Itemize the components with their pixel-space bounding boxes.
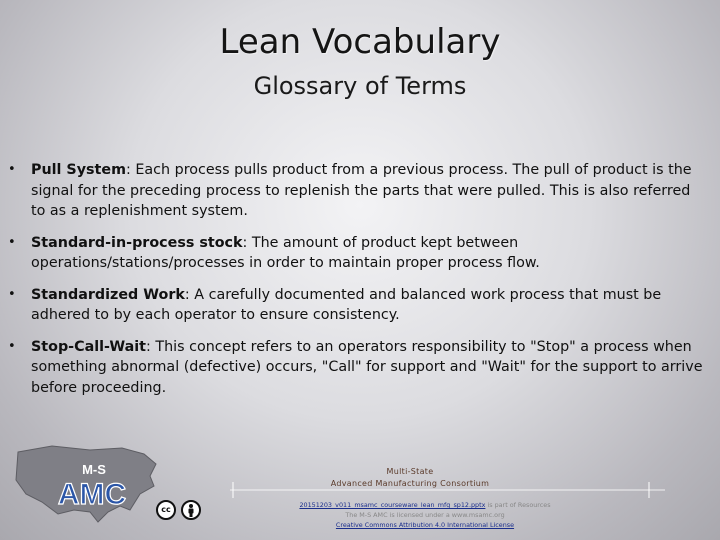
slide-title: Lean Vocabulary: [219, 22, 501, 62]
slide-subtitle: Glossary of Terms: [253, 72, 467, 100]
glossary-item-standardized-work: [8, 285, 703, 326]
msamc-logo: [12, 440, 162, 525]
attribution-icon: [181, 500, 201, 520]
glossary-list: [8, 160, 703, 409]
bullet-icon: •: [8, 234, 16, 250]
term-name: Standardized Work: [31, 286, 185, 303]
glossary-item-pull-system: [8, 160, 703, 222]
glossary-item-standard-in-process-stock: [8, 233, 703, 274]
term-definition: : Each process pulls product from a previous process. The pull of product is the signal for the preceding process to replenish the parts that were pulled. This is also referred to as a replenishment system.: [31, 162, 692, 219]
term-definition: : The amount of product kept between operations/stations/processes in order to maintain proper process flow.: [31, 234, 540, 271]
term-name: Pull System: [31, 162, 126, 178]
consortium-name: [300, 466, 520, 490]
term-name: Standard-in-process stock: [31, 234, 243, 251]
file-suffix-text: is part of Resources: [487, 501, 551, 509]
consortium-line-2: Advanced Manufacturing Consortium: [330, 479, 490, 488]
term-definition: : A carefully documented and balanced work process that must be adhered to by each operator to ensure consistency.: [31, 286, 662, 323]
svg-text:M-S: M-S: [82, 462, 106, 477]
license-notice: [230, 500, 620, 530]
term-definition: : This concept refers to an operators responsibility to "Stop" a process when something abnormal (defective) occurs, "Call" for support and "Wait" for the support to arrive before proceeding.: [31, 338, 703, 396]
person-icon: [183, 502, 199, 518]
glossary-item-stop-call-wait: [8, 337, 703, 399]
cc-license-link[interactable]: Creative Commons Attribution 4.0 International License: [335, 521, 515, 529]
svg-text:AMC: AMC: [57, 478, 127, 511]
bullet-icon: •: [8, 286, 16, 302]
consortium-line-1: Multi-State: [386, 467, 434, 476]
license-line: The M-S AMC is licensed under a www.msamc.org: [345, 511, 505, 519]
bullet-icon: •: [8, 338, 16, 354]
creative-commons-icon: cc: [156, 500, 176, 520]
bullet-icon: •: [8, 162, 16, 177]
term-name: Stop-Call-Wait: [31, 338, 146, 355]
courseware-file-link[interactable]: 20151203_v011_msamc_courseware_lean_mfg_sp12.pptx: [299, 501, 486, 509]
